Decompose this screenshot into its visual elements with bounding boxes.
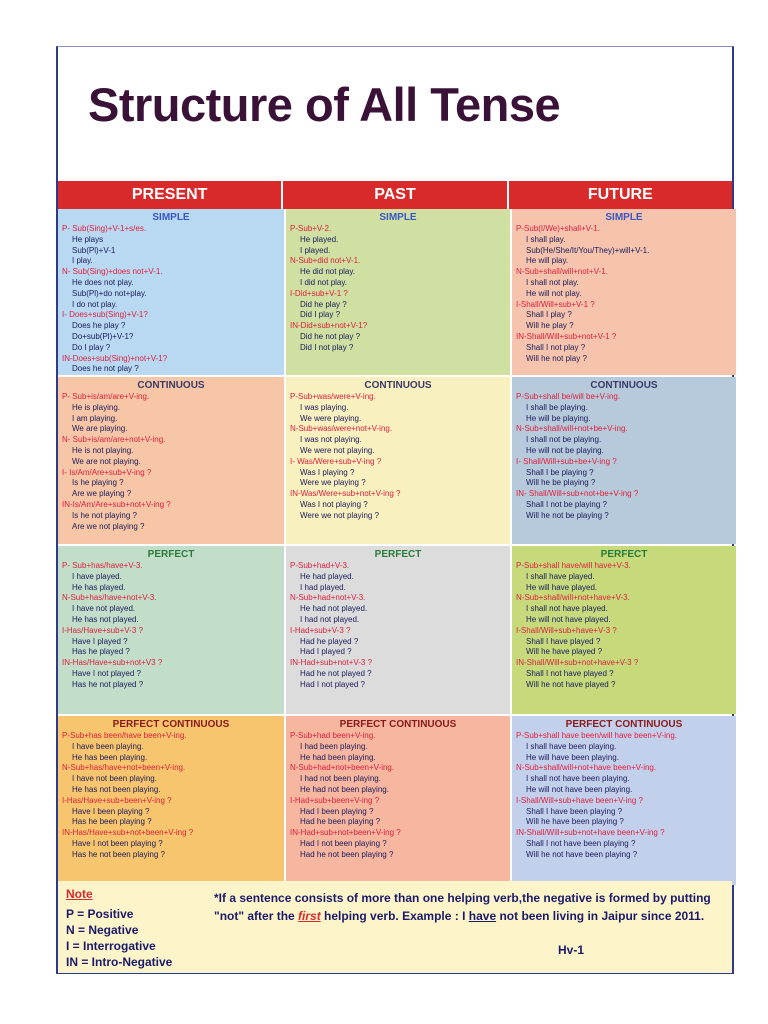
example-line: Had he played ? bbox=[300, 636, 359, 646]
tense-chart-sheet bbox=[56, 46, 734, 974]
cell-title: PERFECT bbox=[374, 549, 422, 560]
example-line: I was playing. bbox=[300, 402, 349, 412]
cell-perfect-present bbox=[58, 546, 284, 714]
example-line: Had I played ? bbox=[300, 647, 352, 657]
cell-title: SIMPLE bbox=[152, 212, 190, 223]
tense-header-row bbox=[58, 181, 732, 209]
example-line: Will he be playing ? bbox=[526, 478, 596, 488]
cell-perfect-continuous-present bbox=[58, 716, 284, 885]
formula-line: IN-Is/Am/Are+sub+not+V-ing ? bbox=[62, 499, 171, 509]
cell-perfect-continuous-past bbox=[286, 716, 510, 885]
example-line: Has he not played ? bbox=[72, 679, 144, 689]
example-line: He is playing. bbox=[72, 402, 121, 412]
rule-part-2: helping verb. Example : I bbox=[320, 909, 469, 923]
formula-line: P-Sub+had+V-3. bbox=[290, 561, 350, 570]
formula-line: I- Is/Am/Are+sub+V-ing ? bbox=[62, 467, 152, 477]
example-line: Had I been playing ? bbox=[300, 806, 374, 816]
example-line: Did he not play ? bbox=[300, 331, 361, 341]
formula-line: I-Has/Have+sub+been+V-ing ? bbox=[62, 795, 172, 805]
example-line: Shall I play ? bbox=[526, 310, 572, 320]
formula-line: IN-Has/Have+sub+not+been+V-ing ? bbox=[62, 828, 194, 838]
example-line: Will he not play ? bbox=[526, 353, 587, 363]
cell-continuous-future bbox=[512, 377, 736, 544]
hv-label: Hv-1 bbox=[558, 943, 585, 957]
example-line: Had he not played ? bbox=[300, 668, 372, 678]
cell-continuous-present bbox=[58, 377, 284, 544]
example-line: I had played. bbox=[300, 582, 346, 592]
example-line: Does he play ? bbox=[72, 321, 126, 331]
example-line: He plays bbox=[72, 234, 104, 244]
example-line: Will he not have been playing ? bbox=[526, 849, 638, 859]
example-line: Will he have played ? bbox=[526, 647, 603, 657]
example-line: Were we playing ? bbox=[300, 478, 366, 488]
formula-line: IN-Did+sub+not+V-1? bbox=[290, 321, 368, 331]
example-line: He will not be playing. bbox=[526, 445, 604, 455]
formula-line: N-Sub+shall/will+not+have been+V-ing. bbox=[516, 763, 657, 773]
example-line: Had he been playing ? bbox=[300, 817, 381, 827]
example-line: He has not been playing. bbox=[72, 784, 161, 794]
example-line: He does not play. bbox=[72, 277, 134, 287]
formula-line: I- Does+sub(Sing)+V-1? bbox=[62, 310, 148, 320]
example-line: Have I played ? bbox=[72, 636, 128, 646]
example-line: I had been playing. bbox=[300, 741, 368, 751]
example-line: Had I not been playing ? bbox=[300, 838, 387, 848]
cell-simple-future bbox=[512, 209, 736, 375]
formula-line: P-Sub+had been+V-ing. bbox=[290, 731, 376, 740]
example-line: Is he not playing ? bbox=[72, 510, 137, 520]
example-line: Have I not played ? bbox=[72, 668, 141, 678]
formula-line: I- Was/Were+sub+V-ing ? bbox=[290, 456, 382, 466]
example-line: Shall I have been playing ? bbox=[526, 806, 623, 816]
example-line: Shall I not have played ? bbox=[526, 668, 614, 678]
example-line: I played. bbox=[300, 245, 331, 255]
rule-part-3: not been living in Jaipur since 2011. bbox=[496, 909, 705, 923]
example-line: Shall I not be playing ? bbox=[526, 499, 607, 509]
formula-line: N-Sub+had+not+been+V-ing. bbox=[290, 763, 395, 773]
example-line: He did not play. bbox=[300, 267, 355, 277]
example-line: Is he playing ? bbox=[72, 478, 124, 488]
cell-title: PERFECT bbox=[600, 549, 648, 560]
example-line: He will not have played. bbox=[526, 614, 611, 624]
page-title: Structure of All Tense bbox=[88, 78, 561, 131]
example-line: Had he not been playing ? bbox=[300, 849, 394, 859]
example-line: Did I not play ? bbox=[300, 342, 354, 352]
formula-line: IN- Shall/Will+sub+not+be+V-ing ? bbox=[516, 489, 639, 499]
example-line: I have not played. bbox=[72, 604, 136, 614]
formula-line: I-Shall/Will+sub+have+V-3 ? bbox=[516, 625, 617, 635]
formula-line: N-Sub+has/have+not+V-3. bbox=[62, 593, 157, 603]
example-line: Were we not playing ? bbox=[300, 510, 380, 520]
formula-line: I-Had+sub+been+V-ing ? bbox=[290, 795, 380, 805]
formula-line: I-Shall/Will+sub+V-1 ? bbox=[516, 299, 595, 309]
example-line: Had I not played ? bbox=[300, 679, 365, 689]
example-line: Shall I not have been playing ? bbox=[526, 838, 636, 848]
formula-line: N-Sub+shall/will+not+have+V-3. bbox=[516, 593, 630, 603]
example-line: Was I not playing ? bbox=[300, 499, 368, 509]
example-line: Does he not play ? bbox=[72, 364, 139, 374]
note-area bbox=[58, 881, 732, 973]
example-line: I have played. bbox=[72, 571, 122, 581]
example-line: Has he played ? bbox=[72, 647, 130, 657]
example-line: I have not been playing. bbox=[72, 774, 157, 784]
example-line: Sub(He/She/It/You/They)+will+V-1. bbox=[526, 245, 650, 255]
example-line: He will have played. bbox=[526, 582, 598, 592]
example-line: He will play. bbox=[526, 256, 569, 266]
note-heading: Note bbox=[66, 887, 93, 901]
example-line: Sub(Pl)+do not+play. bbox=[72, 288, 147, 298]
example-line: I shall play. bbox=[526, 234, 566, 244]
formula-line: IN-Shall/Will+sub+not+V-1 ? bbox=[516, 331, 617, 341]
example-line: He has been playing. bbox=[72, 752, 148, 762]
example-line: I shall have been playing. bbox=[526, 741, 617, 751]
formula-line: N-Sub+did not+V-1. bbox=[290, 256, 361, 266]
example-line: Do+sub(Pl)+V-1? bbox=[72, 331, 134, 341]
example-line: Has he not been playing ? bbox=[72, 849, 165, 859]
example-line: He had not played. bbox=[300, 604, 368, 614]
rule-emphasis-first: first bbox=[298, 909, 321, 923]
example-line: I had not played. bbox=[300, 614, 360, 624]
formula-line: P- Sub+is/am/are+V-ing. bbox=[62, 392, 150, 401]
formula-line: N- Sub+is/am/are+not+V-ing. bbox=[62, 435, 166, 445]
cell-simple-present bbox=[58, 209, 284, 375]
cell-continuous-past bbox=[286, 377, 510, 544]
example-line: I shall not have been playing. bbox=[526, 774, 630, 784]
example-line: We are playing. bbox=[72, 424, 128, 434]
cell-title: PERFECT bbox=[147, 549, 195, 560]
example-line: Do I play ? bbox=[72, 342, 111, 352]
tense-grid bbox=[58, 209, 732, 879]
cell-title: PERFECT CONTINUOUS bbox=[112, 719, 230, 730]
example-line: I have been playing. bbox=[72, 741, 144, 751]
formula-line: N-Sub+was/were+not+V-ing. bbox=[290, 424, 393, 434]
cell-title: PERFECT CONTINUOUS bbox=[565, 719, 683, 730]
formula-line: N-Sub+shall/will+not+be+V-ing. bbox=[516, 424, 628, 434]
example-line: He had been playing. bbox=[300, 752, 376, 762]
cell-title: SIMPLE bbox=[605, 212, 643, 223]
example-line: He played. bbox=[300, 234, 339, 244]
formula-line: IN-Was/Were+sub+not+V-ing ? bbox=[290, 489, 401, 499]
example-line: I was not playing. bbox=[300, 435, 362, 445]
abbr-negative: N = Negative bbox=[66, 923, 139, 937]
example-line: He will be playing. bbox=[526, 413, 591, 423]
cell-simple-past bbox=[286, 209, 510, 375]
header-present: PRESENT bbox=[58, 181, 283, 209]
formula-line: N- Sub(Sing)+does not+V-1. bbox=[62, 267, 163, 277]
example-line: I did not play. bbox=[300, 277, 347, 287]
example-line: Are we playing ? bbox=[72, 489, 132, 499]
example-line: Shall I have played ? bbox=[526, 636, 601, 646]
abbr-intro-negative: IN = Intro-Negative bbox=[66, 955, 173, 969]
header-future: FUTURE bbox=[587, 186, 653, 203]
formula-line: P-Sub+has been/have been+V-ing. bbox=[62, 731, 187, 740]
formula-line: P- Sub(Sing)+V-1+s/es. bbox=[62, 224, 147, 233]
formula-line: IN-Shall/Will+sub+not+have+V-3 ? bbox=[516, 658, 639, 668]
example-line: Will he not have played ? bbox=[526, 679, 616, 689]
header-past: PAST bbox=[283, 181, 508, 209]
example-line: Shall I not play ? bbox=[526, 342, 586, 352]
cell-perfect-continuous-future bbox=[512, 716, 736, 885]
cell-title: SIMPLE bbox=[379, 212, 417, 223]
example-line: He is not playing. bbox=[72, 445, 134, 455]
example-line: Has he been playing ? bbox=[72, 817, 152, 827]
example-line: Did he play ? bbox=[300, 299, 347, 309]
formula-line: N-Sub+shall/will+not+V-1. bbox=[516, 267, 608, 277]
example-line: I am playing. bbox=[72, 413, 118, 423]
example-line: Was I playing ? bbox=[300, 467, 355, 477]
cell-title: CONTINUOUS bbox=[590, 380, 658, 391]
example-line: Have I not been playing ? bbox=[72, 838, 163, 848]
formula-line: P-Sub+V-2. bbox=[290, 224, 332, 233]
example-line: We were playing. bbox=[300, 413, 362, 423]
example-line: I shall not have played. bbox=[526, 604, 608, 614]
formula-line: IN-Does+sub(Sing)+not+V-1? bbox=[62, 353, 168, 363]
formula-line: N-Sub+has/have+not+been+V-ing. bbox=[62, 763, 186, 773]
example-line: Did I play ? bbox=[300, 310, 341, 320]
formula-line: I-Did+sub+V-1 ? bbox=[290, 288, 348, 298]
formula-line: I- Shall/Will+sub+be+V-ing ? bbox=[516, 456, 617, 466]
example-line: Will he not be playing ? bbox=[526, 510, 609, 520]
example-line: He will have been playing. bbox=[526, 752, 619, 762]
cell-perfect-future bbox=[512, 546, 736, 714]
cell-perfect-past bbox=[286, 546, 510, 714]
formula-line: IN-Shall/Will+sub+not+have been+V-ing ? bbox=[516, 828, 665, 838]
cell-title: CONTINUOUS bbox=[137, 380, 205, 391]
formula-line: I-Has/Have+sub+V-3 ? bbox=[62, 625, 143, 635]
example-line: I shall have played. bbox=[526, 571, 595, 581]
cell-title: PERFECT CONTINUOUS bbox=[339, 719, 457, 730]
formula-line: P-Sub+shall have/will have+V-3. bbox=[516, 561, 631, 570]
example-line: We are not playing. bbox=[72, 456, 141, 466]
example-line: We were not playing. bbox=[300, 445, 375, 455]
example-line: Have I been playing ? bbox=[72, 806, 150, 816]
example-line: I had not been playing. bbox=[300, 774, 381, 784]
example-line: He will not have been playing. bbox=[526, 784, 633, 794]
rule-part-1: *If a sentence consists of more than one helping verb,the negative is formed by putting "not" after the bbox=[214, 891, 711, 923]
formula-line: I-Had+sub+V-3 ? bbox=[290, 625, 351, 635]
example-line: I shall be playing. bbox=[526, 402, 588, 412]
example-line: I shall not play. bbox=[526, 277, 579, 287]
example-line: Will he have been playing ? bbox=[526, 817, 624, 827]
formula-line: I-Shall/Will+sub+have been+V-ing ? bbox=[516, 795, 643, 805]
formula-line: P-Sub+shall be/will be+V-ing. bbox=[516, 392, 621, 401]
formula-line: IN-Had+sub+not+been+V-ing ? bbox=[290, 828, 401, 838]
example-line: Are we not playing ? bbox=[72, 521, 145, 531]
example-line: I do not play. bbox=[72, 299, 118, 309]
formula-line: P- Sub+has/have+V-3. bbox=[62, 561, 143, 570]
formula-line: IN-Had+sub+not+V-3 ? bbox=[290, 658, 373, 668]
formula-line: P-Sub(I/We)+shall+V-1. bbox=[516, 224, 600, 233]
formula-line: P-Sub+shall have been/will have been+V-ing. bbox=[516, 731, 677, 740]
formula-line: P-Sub+was/were+V-ing. bbox=[290, 392, 376, 401]
cell-title: CONTINUOUS bbox=[364, 380, 432, 391]
example-line: He has not played. bbox=[72, 614, 139, 624]
example-line: Sub(Pl)+V-1 bbox=[72, 245, 116, 255]
abbr-positive: P = Positive bbox=[66, 907, 134, 921]
example-line: Shall I be playing ? bbox=[526, 467, 594, 477]
abbr-interrogative: I = Interrogative bbox=[66, 939, 156, 953]
example-line: He had not been playing. bbox=[300, 784, 389, 794]
formula-line: IN-Has/Have+sub+not+V3 ? bbox=[62, 658, 163, 668]
negative-rule-text bbox=[214, 889, 722, 925]
example-line: I shall not be playing. bbox=[526, 435, 602, 445]
rule-have: have bbox=[468, 909, 497, 923]
formula-line: N-Sub+had+not+V-3. bbox=[290, 593, 366, 603]
example-line: He will not play. bbox=[526, 288, 582, 298]
example-line: I play. bbox=[72, 256, 93, 266]
example-line: Will he play ? bbox=[526, 321, 574, 331]
example-line: He has played. bbox=[72, 582, 126, 592]
example-line: He had played. bbox=[300, 571, 354, 581]
title-area bbox=[58, 47, 732, 181]
